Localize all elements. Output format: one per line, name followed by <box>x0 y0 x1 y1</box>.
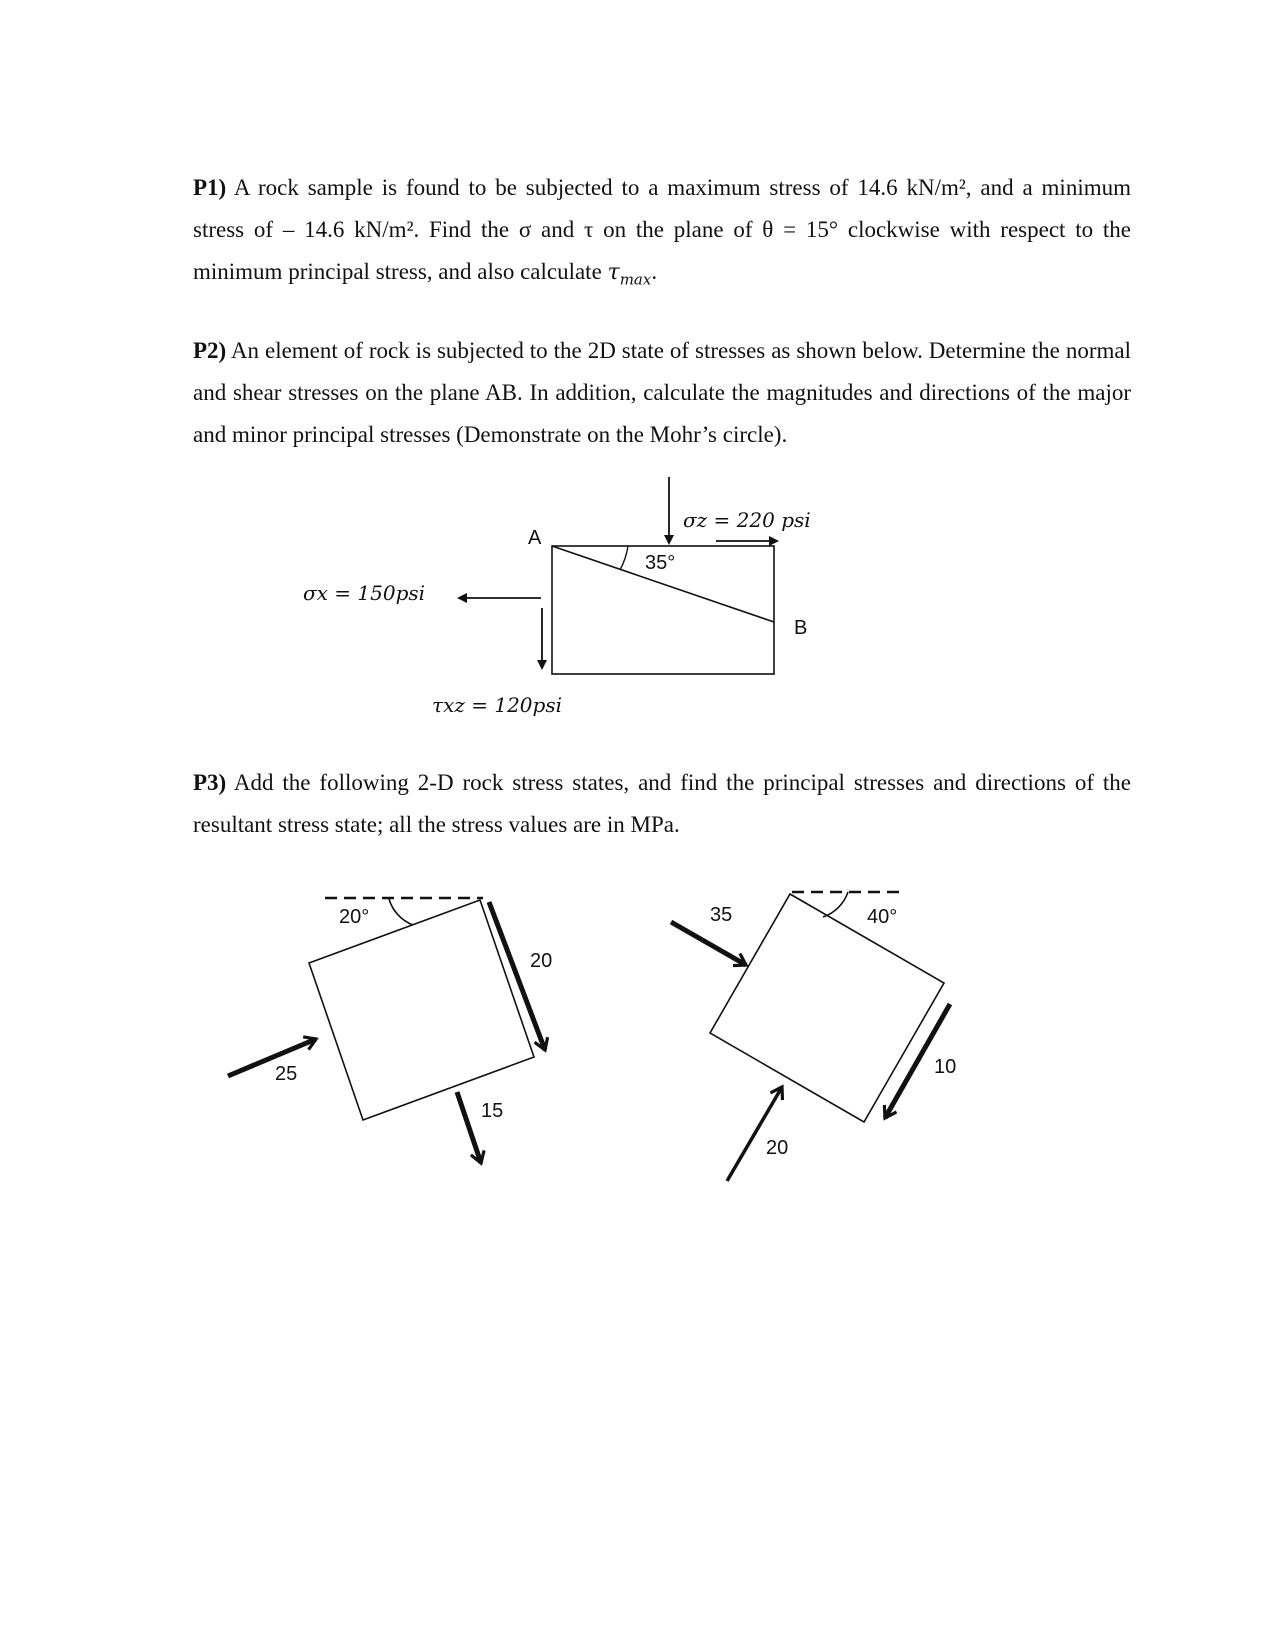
angle-label-2: 40° <box>867 906 898 928</box>
value-35-2: 35 <box>710 904 733 926</box>
value-20-1: 20 <box>530 950 553 972</box>
value-10-2: 10 <box>934 1056 957 1078</box>
stress-state-2 <box>671 892 956 1181</box>
problem-p1: P1) A rock sample is found to be subjected to a maximum stress of 14.6 kN/m², and a minimum stress of – 14.6 kN/m². Find the σ and τ on the plane of θ = 15° clockwise with respect to the minimum principal stress, and also calculate $\tau_{max}$. <box>193 175 1131 289</box>
value-15-1: 15 <box>481 1100 504 1122</box>
arrow-25-1 <box>228 1039 316 1076</box>
arrow-20-2 <box>727 1087 782 1181</box>
sigma-z-label: σz = 220 psi <box>683 508 811 532</box>
angle-arc-1 <box>389 899 413 925</box>
point-a-label: A <box>528 527 542 549</box>
p1-text: A rock sample is found to be subjected to a maximum stress of 14.6 kN/m², and a minimum stress of – 14.6 kN/m². Find the σ and τ on the plane of θ = 15° clockwise with respect to the minimum principal stress, and also calculate <box>193 175 1131 284</box>
value-20-2: 20 <box>766 1137 789 1159</box>
p3-text: Add the following 2-D rock stress states, and find the principal stresses and directions of the resultant stress state; all the stress values are in MPa. <box>193 770 1131 837</box>
p2-text: An element of rock is subjected to the 2D state of stresses as shown below. Determine the normal and shear stresses on the plane AB. In addition, calculate the magnitudes and directions of the major and minor principal stresses (Demonstrate on the Mohr’s circle). <box>193 338 1131 447</box>
tau-xz-label: τxz = 120psi <box>432 693 562 717</box>
angle-label: 35° <box>645 552 676 574</box>
arrow-15-1 <box>457 1092 481 1163</box>
p3-label: P3) <box>193 770 227 795</box>
p2-label: P2) <box>193 338 227 363</box>
element-2 <box>710 894 944 1122</box>
stress-state-1 <box>228 898 552 1163</box>
point-b-label: B <box>794 617 808 639</box>
arrow-35-2 <box>671 922 746 965</box>
angle-arc-2 <box>823 892 848 917</box>
sigma-x-label: σx = 150psi <box>303 581 426 605</box>
angle-label-1: 20° <box>339 906 370 928</box>
value-25-1: 25 <box>275 1063 298 1085</box>
p1-label: P1) <box>193 175 227 200</box>
tau-max: $\tau_{max}$ <box>607 260 652 289</box>
